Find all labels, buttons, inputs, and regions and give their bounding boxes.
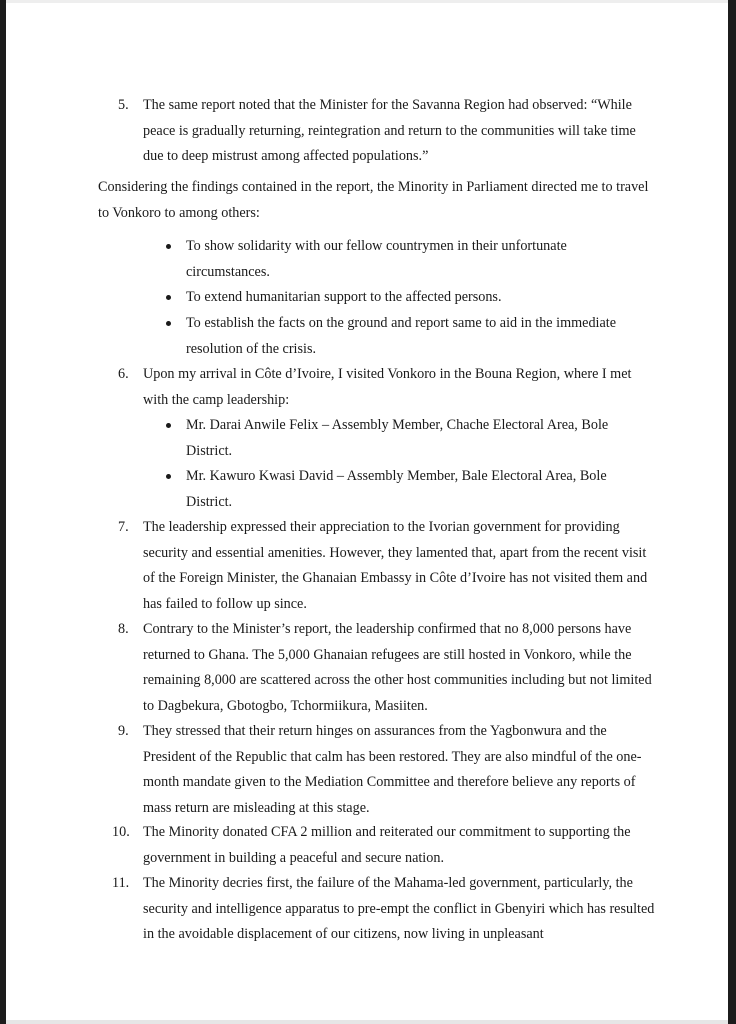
item-number: 10.: [112, 824, 130, 840]
bullet-text: Mr. Darai Anwile Felix – Assembly Member, Chache Electoral Area, Bole District.: [186, 417, 609, 459]
bullet-text: Mr. Kawuro Kwasi David – Assembly Member, Bale Electoral Area, Bole District.: [186, 468, 607, 510]
item-number: 11.: [112, 875, 130, 891]
bullet-text: To establish the facts on the ground and report same to aid in the immediate resolution of the crisis.: [186, 315, 617, 357]
purpose-bullet: [164, 311, 644, 362]
list-item-7: [118, 515, 658, 617]
document-page: [6, 0, 728, 1020]
bullet-text: To extend humanitarian support to the affected persons.: [186, 289, 502, 305]
purpose-bullet: [164, 285, 644, 311]
list-item-8: [118, 617, 658, 719]
item-text: Upon my arrival in Côte d’Ivoire, I visited Vonkoro in the Bouna Region, where I met with the camp leadership:: [143, 366, 632, 408]
bullet-icon: [166, 321, 171, 326]
bullet-icon: [166, 244, 171, 249]
leadership-bullet: [164, 413, 644, 464]
item-text: They stressed that their return hinges on assurances from the Yagbonwura and the President of the Republic that calm has been restored. They are also mindful of the one-month mandate given to the Mediation Committee and therefore believe any reports of mass return are misleading at this stage.: [143, 723, 642, 816]
list-item-10: [112, 820, 658, 871]
purpose-bullet: [164, 234, 644, 285]
item-text: The same report noted that the Minister for the Savanna Region had observed: “While peace is gradually returning, reintegration and return to the communities will take time due to deep mistrust among affected populations.”: [143, 97, 636, 164]
bullet-text: To show solidarity with our fellow countrymen in their unfortunate circumstances.: [186, 238, 567, 280]
item-number: 5.: [118, 97, 129, 113]
list-item-9: [118, 719, 658, 821]
intro-paragraph: Considering the findings contained in the report, the Minority in Parliament directed me to travel to Vonkoro to among others:: [98, 179, 649, 221]
leadership-bullet: [164, 464, 644, 515]
item-text: The leadership expressed their appreciation to the Ivorian government for providing security and essential amenities. However, they lamented that, apart from the recent visit of the Foreign Minister, the Ghanaian Embassy in Côte d’Ivoire has not visited them and has failed to follow up since.: [143, 519, 648, 612]
item-text: The Minority donated CFA 2 million and reiterated our commitment to supporting the government in building a peaceful and secure nation.: [143, 824, 631, 866]
bullet-icon: [166, 423, 171, 428]
list-item-11: [112, 871, 658, 948]
item-text: The Minority decries first, the failure of the Mahama-led government, particularly, the security and intelligence apparatus to pre-empt the conflict in Gbenyiri which has resulted in the avoidable displacement of our citizens, now living in unpleasant: [143, 875, 655, 942]
item-number: 6.: [118, 366, 129, 382]
list-item-6: [118, 362, 658, 413]
item-number: 9.: [118, 723, 129, 739]
bullet-icon: [166, 474, 171, 479]
list-item-5: [118, 93, 658, 170]
item-number: 8.: [118, 621, 129, 637]
item-number: 7.: [118, 519, 129, 535]
item-text: Contrary to the Minister’s report, the leadership confirmed that no 8,000 persons have returned to Ghana. The 5,000 Ghanaian refugees are still hosted in Vonkoro, while the remaining 8,000 are scattered across the other host communities including but not limited to Dagbekura, Gbotogbo, Tchormiikura, Masiiten.: [143, 621, 652, 714]
page-bottom-edge: [6, 1020, 728, 1024]
bullet-icon: [166, 295, 171, 300]
